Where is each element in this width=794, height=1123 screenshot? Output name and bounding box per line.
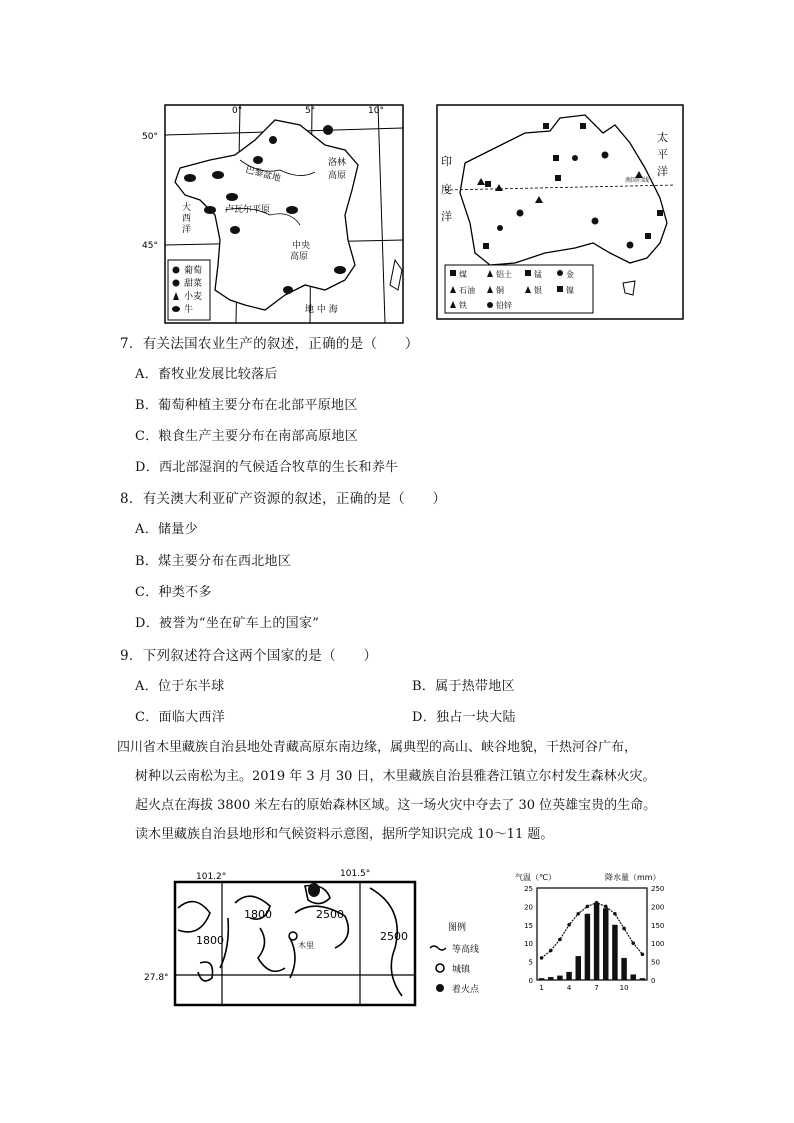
contour-label-1800-left: 1800 <box>196 934 224 947</box>
lon-101-2-label: 101.2° <box>196 872 227 882</box>
temperature-point <box>641 952 645 956</box>
question-9-option-c[interactable]: C．面临大西洋 <box>135 710 226 725</box>
precipitation-bar <box>576 956 582 980</box>
plot-frame <box>537 888 647 980</box>
paris-basin-label: 巴黎盆地 <box>244 165 282 185</box>
y-right-tick-label: 100 <box>651 940 665 949</box>
topo-map <box>140 868 485 1013</box>
question-9-stem: 9．下列叙述符合这两个国家的是（ ） <box>120 648 378 664</box>
lon-101-5-label: 101.5° <box>340 869 371 879</box>
atlantic-label-2: 西 <box>182 214 192 224</box>
mediterranean-label: 地 中 海 <box>305 305 338 315</box>
australia-map <box>435 103 685 321</box>
pacific-label-1: 太 <box>657 131 668 144</box>
lead-zinc-icon <box>487 302 493 308</box>
legend-fire: 着火点 <box>452 985 480 995</box>
legend-town-icon <box>436 964 444 972</box>
precipitation-bar <box>603 908 609 980</box>
legend-cow: 牛 <box>184 305 194 315</box>
y-left-tick-label: 10 <box>524 940 533 949</box>
beet-icon <box>173 280 180 287</box>
indian-label-1: 印 <box>441 155 452 168</box>
temperature-point <box>576 912 580 916</box>
coal-icon <box>450 270 456 276</box>
gold-icon <box>557 270 563 276</box>
temperature-point <box>604 905 608 909</box>
x-tick-label: 10 <box>619 984 629 992</box>
legend-oil: 石油 <box>459 286 475 295</box>
lorraine-plateau-label: 高原 <box>328 171 347 181</box>
precipitation-bar <box>557 976 563 980</box>
precipitation-bar <box>621 958 627 980</box>
legend-title: 图例 <box>448 923 467 933</box>
manganese-icon <box>525 270 531 276</box>
legend-bauxite: 铝土 <box>496 270 512 279</box>
legend-gold: 金 <box>566 270 574 279</box>
lat-27-8-label: 27.8° <box>144 973 169 983</box>
atlantic-label-3: 洋 <box>182 225 192 235</box>
passage-line-2: 树种以云南松为主。2019 年 3 月 30 日，木里藏族自治县雅砻江镇立尔村发生森林火灾。 <box>135 769 656 784</box>
legend-town: 城镇 <box>452 965 471 975</box>
question-8-stem: 8．有关澳大利亚矿产资源的叙述，正确的是（ ） <box>120 491 447 507</box>
legend-lead-zinc: 铅锌 <box>496 301 512 310</box>
question-7-stem: 7．有关法国农业生产的叙述，正确的是（ ） <box>120 336 419 352</box>
fire-point-icon <box>436 984 444 992</box>
precipitation-bar <box>631 974 637 980</box>
legend-silver: 银 <box>534 286 542 295</box>
nickel-icon <box>557 286 563 292</box>
lat-50-label: 50° <box>142 132 158 142</box>
question-8-option-a[interactable]: A．储量少 <box>135 522 198 537</box>
passage-line-1: 四川省木里藏族自治县地处青藏高原东南边缘，属典型的高山、峡谷地貌，干热河谷广布， <box>117 740 638 755</box>
legend-iron: 铁 <box>459 301 467 310</box>
precipitation-bar <box>566 972 572 980</box>
legend-contour: 等高线 <box>452 945 480 955</box>
y-right-tick-label: 250 <box>651 885 665 893</box>
y-left-tick-label: 0 <box>528 977 533 985</box>
legend-manganese: 锰 <box>534 270 542 279</box>
y-left-tick-label: 20 <box>524 903 533 912</box>
question-9-option-d[interactable]: D．独占一块大陆 <box>412 710 516 725</box>
precipitation-bar <box>548 977 554 980</box>
indian-label-2: 度 <box>441 183 452 196</box>
lorraine-label: 洛林 <box>328 158 347 168</box>
pacific-label-3: 洋 <box>657 165 668 178</box>
question-7-option-b[interactable]: B．葡萄种植主要分布在北部平原地区 <box>135 398 358 413</box>
central-label-2: 高原 <box>290 252 309 262</box>
precipitation-bar <box>640 978 646 980</box>
climate-chart <box>505 868 680 998</box>
y-right-label: 降水量（mm） <box>605 873 661 882</box>
precipitation-bar <box>539 978 545 980</box>
lon-5-label: 5° <box>305 106 316 116</box>
x-tick-label: 4 <box>566 984 572 992</box>
question-7-option-c[interactable]: C．粮食生产主要分布在南部高原地区 <box>135 429 359 444</box>
precipitation-bar <box>612 925 618 980</box>
x-tick-label: 7 <box>594 984 599 992</box>
legend-wheat: 小麦 <box>184 292 203 302</box>
legend-grape: 葡萄 <box>184 266 203 276</box>
legend-nickel: 镍 <box>566 286 574 295</box>
temperature-line <box>542 903 643 958</box>
question-7-option-d[interactable]: D．西北部湿润的气候适合牧草的生长和养牛 <box>135 460 399 475</box>
legend-coal: 煤 <box>459 270 467 279</box>
y-right-tick-label: 200 <box>651 903 665 912</box>
y-right-tick-label: 150 <box>651 921 665 930</box>
lat-45-label: 45° <box>142 241 158 251</box>
x-tick-label: 1 <box>539 984 544 992</box>
france-map <box>140 100 405 325</box>
y-left-label: 气温（℃） <box>515 873 556 882</box>
question-9-option-b[interactable]: B．属于热带地区 <box>412 679 515 694</box>
temperature-point <box>549 949 553 953</box>
lon-0-label: 0° <box>232 106 243 116</box>
contour-label-2500-right: 2500 <box>380 930 408 943</box>
pacific-label-2: 平 <box>657 148 668 161</box>
temperature-point <box>613 912 617 916</box>
contour-label-1800-center: 1800 <box>244 908 272 921</box>
contour-label-2500-center: 2500 <box>316 908 344 921</box>
grape-icon <box>173 267 180 274</box>
y-right-tick-label: 0 <box>651 977 656 985</box>
contour-line-icon <box>430 946 446 950</box>
question-7-option-a[interactable]: A．畜牧业发展比较落后 <box>135 367 278 382</box>
precipitation-bar <box>585 914 591 980</box>
temperature-point <box>558 938 562 942</box>
temperature-point <box>595 901 599 905</box>
plain-label: 卢瓦尔平原 <box>225 205 271 215</box>
indian-label-3: 洋 <box>441 210 452 223</box>
temperature-point <box>540 956 544 960</box>
temperature-point <box>586 905 590 909</box>
lon-10-label: 10° <box>368 106 384 116</box>
legend-beet: 甜菜 <box>184 279 203 289</box>
question-8-option-d[interactable]: D．被誉为“坐在矿车上的国家” <box>135 616 320 631</box>
precipitation-bar <box>594 903 600 980</box>
y-left-tick-label: 25 <box>524 885 533 893</box>
question-9-option-a[interactable]: A．位于东半球 <box>135 679 225 694</box>
central-label-1: 中央 <box>292 241 311 251</box>
tropic-label: 南回归线 <box>625 177 650 184</box>
temperature-point <box>631 941 635 945</box>
passage-line-4: 读木里藏族自治县地形和气候资料示意图，据所学知识完成 10～11 题。 <box>135 827 554 842</box>
question-8-option-b[interactable]: B．煤主要分布在西北地区 <box>135 554 292 569</box>
temperature-point <box>567 923 571 927</box>
y-left-tick-label: 5 <box>528 958 533 967</box>
temperature-point <box>622 927 626 931</box>
town-label: 木里 <box>298 941 314 950</box>
passage-line-3: 起火点在海拔 3800 米左右的原始森林区域。这一场火灾中夺去了 30 位英雄宝贵的生命。 <box>135 798 657 813</box>
y-right-tick-label: 50 <box>651 958 660 967</box>
atlantic-label-1: 大 <box>182 203 192 213</box>
cow-icon <box>172 306 180 312</box>
legend-copper: 铜 <box>496 286 504 295</box>
question-8-option-c[interactable]: C．种类不多 <box>135 585 212 600</box>
y-left-tick-label: 15 <box>524 921 533 930</box>
